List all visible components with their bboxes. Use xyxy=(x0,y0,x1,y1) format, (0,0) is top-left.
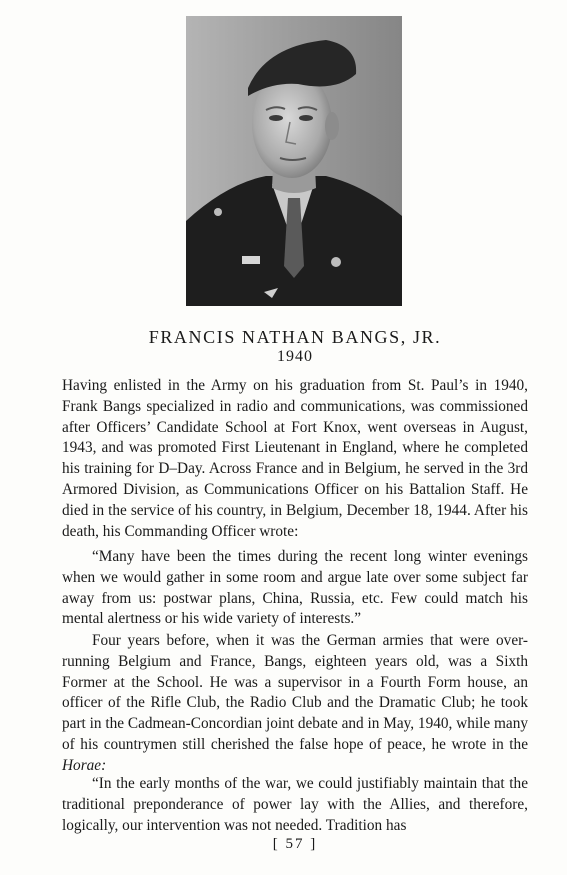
page-number: [ 57 ] xyxy=(272,836,318,852)
horae-quote: “In the early months of the war, we could justifiably maintain that the traditional preponderance of power lay with the Allies, and therefore, logically, our intervention was not needed. Tradition has xyxy=(62,775,528,834)
entry-name: FRANCIS NATHAN BANGS, JR. xyxy=(148,327,442,347)
school-years-paragraph xyxy=(62,631,528,777)
school-years-text: Four years before, when it was the German armies that were over-running Belgium and France, Bangs, eighteen years old, was a Sixth Former at the School. He was a supervisor in a Fourth Form house, an officer of the Rifle Club, the Radio Club and the Dramatic Club; he took part in the Cadmean-Concordian joint debate and in May, 1940, while many of his countrymen still cherished the false hope of peace, he wrote in the xyxy=(62,632,528,753)
commanding-officer-quote: “Many have been the times during the recent long winter evenings when we would gather in some room and argue late over some subject far away from us: postwar plans, China, Russia, etc. Few could match his mental alertness or his wide variety of interests.” xyxy=(62,548,528,628)
biography-paragraph: Having enlisted in the Army on his graduation from St. Paul’s in 1940, Frank Bangs specialized in radio and communications, was commissioned after Officers’ Candidate School at Fort Knox, went overseas in August, 1943, and was promoted First Lieutenant in England, where he completed his training for D–Day. Across France and in Belgium, he served in the 3rd Armored Division, as Communications Officer on his Battalion Staff. He died in the service of his country, in Belgium, December 18, 1944. After his death, his Commanding Officer wrote: xyxy=(62,377,528,540)
portrait-photo xyxy=(186,16,402,306)
horae-title: Horae: xyxy=(62,756,107,774)
entry-year: 1940 xyxy=(277,348,313,365)
